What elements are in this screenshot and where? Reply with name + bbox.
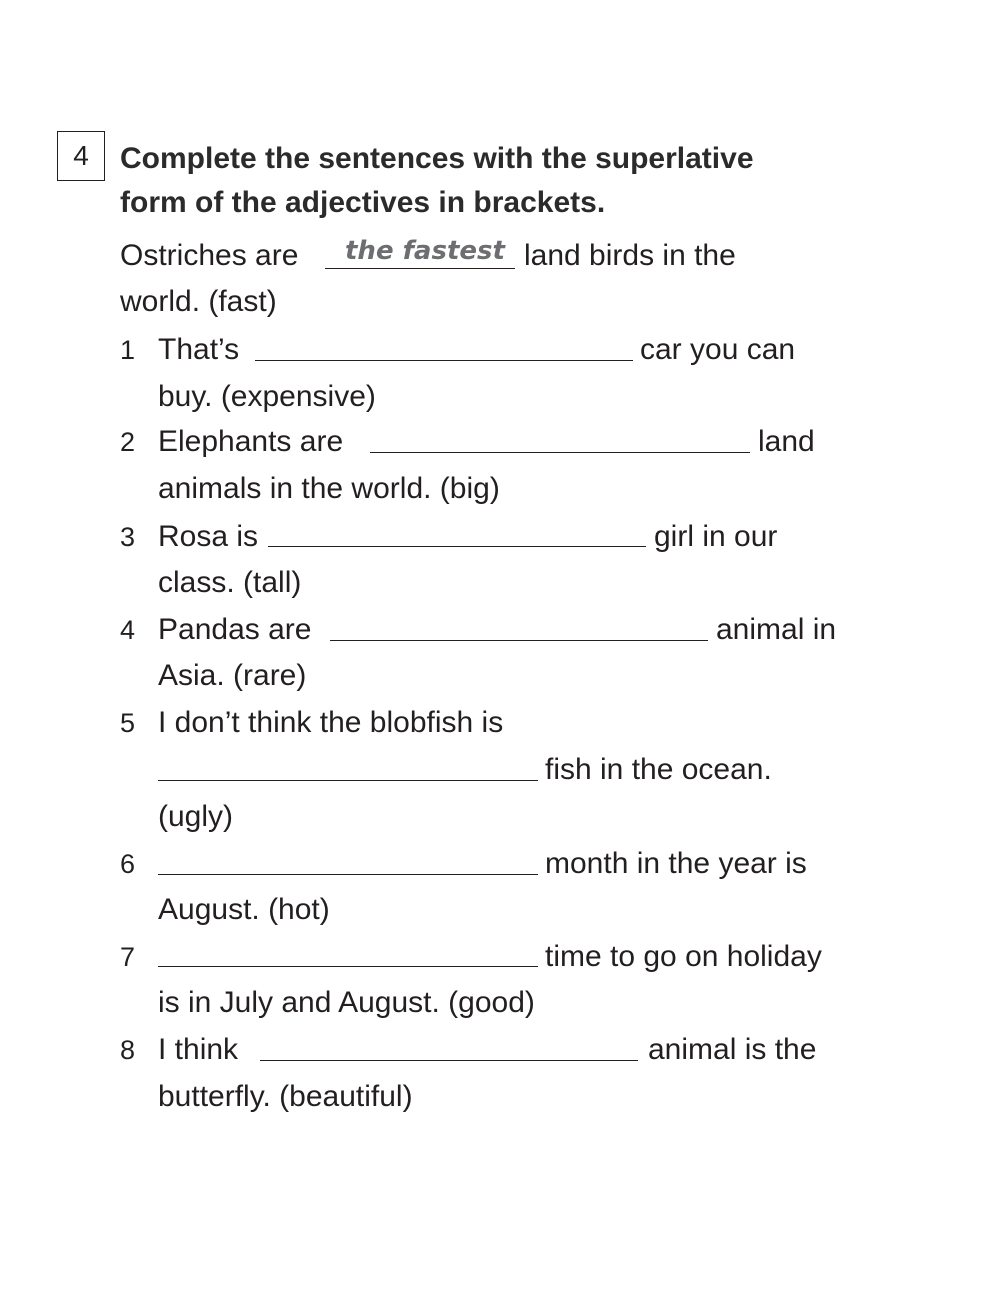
item-1-number: 1: [120, 335, 136, 365]
instruction: [120, 137, 880, 225]
example-answer-blank: [325, 268, 515, 269]
item-7-answer-blank[interactable]: [158, 966, 538, 967]
item-1-after: car you can: [640, 333, 796, 366]
item-8-before: I think: [158, 1033, 239, 1066]
item-5-line-2: (ugly): [158, 800, 234, 833]
item-1-before: That’s: [158, 333, 240, 366]
item-2-answer-blank[interactable]: [370, 452, 750, 453]
item-3-line-2: class. (tall): [158, 566, 302, 599]
item-5-after: fish in the ocean.: [545, 753, 772, 786]
item-6-number: 6: [120, 849, 136, 879]
item-7-line-2: is in July and August. (good): [158, 986, 535, 1019]
item-6-after: month in the year is: [545, 847, 807, 880]
item-4-after: animal in: [716, 613, 837, 646]
instruction-line-2: form of the adjectives in brackets.: [120, 186, 606, 219]
item-5-before: I don’t think the blobfish is: [158, 706, 504, 739]
item-2-after: land: [758, 425, 815, 458]
item-1-line-2: buy. (expensive): [158, 380, 376, 413]
item-3-after: girl in our: [654, 520, 778, 553]
item-3-before: Rosa is: [158, 520, 259, 553]
example-after: land birds in the: [524, 239, 736, 272]
item-2-line-2: animals in the world. (big): [158, 472, 500, 505]
item-4-line-2: Asia. (rare): [158, 659, 307, 692]
example-line-2: world. (fast): [120, 285, 277, 318]
item-8-line-2: butterfly. (beautiful): [158, 1080, 413, 1113]
item-3-number: 3: [120, 522, 136, 552]
item-4-answer-blank[interactable]: [330, 640, 708, 641]
item-7-number: 7: [120, 942, 136, 972]
example-answer: the fastest: [345, 236, 505, 266]
item-7-after: time to go on holiday: [545, 940, 822, 973]
item-3-answer-blank[interactable]: [268, 546, 646, 547]
instruction-line-1: Complete the sentences with the superlative: [120, 142, 754, 175]
item-2-number: 2: [120, 427, 136, 457]
item-2-before: Elephants are: [158, 425, 344, 458]
item-6-answer-blank[interactable]: [158, 874, 538, 875]
item-4-before: Pandas are: [158, 613, 312, 646]
example-before: Ostriches are: [120, 239, 299, 272]
item-5-number: 5: [120, 708, 136, 738]
item-5-answer-blank[interactable]: [158, 780, 538, 781]
item-4-number: 4: [120, 615, 136, 645]
item-8-number: 8: [120, 1035, 136, 1065]
exercise-number-box: [57, 131, 105, 181]
item-6-line-2: August. (hot): [158, 893, 330, 926]
exercise-number: 4: [73, 140, 89, 171]
item-8-answer-blank[interactable]: [260, 1060, 638, 1061]
item-8-after: animal is the: [648, 1033, 817, 1066]
item-1-answer-blank[interactable]: [255, 360, 633, 361]
